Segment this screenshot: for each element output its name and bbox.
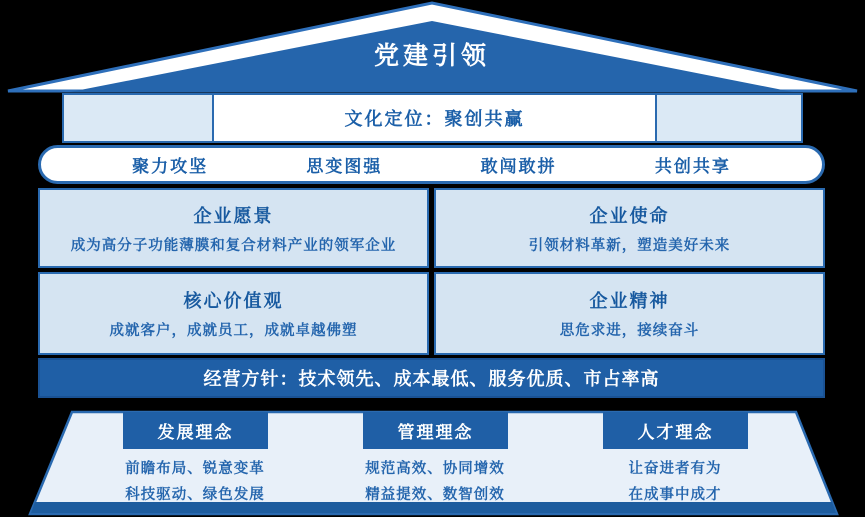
slogan-item: 聚力攻坚 bbox=[132, 157, 209, 177]
wall-left-block bbox=[62, 93, 214, 143]
concept-line: 在成事中成才 bbox=[628, 487, 722, 503]
cell-title: 企业精神 bbox=[589, 291, 670, 312]
concept-body-management bbox=[310, 456, 560, 508]
concept-line: 让奋进者有为 bbox=[628, 461, 722, 477]
concept-line: 精益提效、数智创效 bbox=[365, 487, 505, 503]
culture-positioning-banner bbox=[212, 93, 657, 143]
policy-bar: 经营方针：技术领先、成本最低、服务优质、市占率高 bbox=[38, 358, 825, 398]
concept-line: 科技驱动、绿色发展 bbox=[125, 487, 265, 503]
concept-body-development bbox=[70, 456, 320, 508]
slogan-item: 共创共享 bbox=[654, 157, 731, 177]
cell-mission bbox=[434, 188, 825, 268]
concept-line: 规范高效、协同增效 bbox=[365, 461, 505, 477]
cell-title: 核心价值观 bbox=[183, 291, 284, 312]
slogan-item: 敢闯敢拼 bbox=[480, 157, 557, 177]
roof-title: 党建引领 bbox=[373, 41, 490, 70]
cell-desc: 思危求进，接续奋斗 bbox=[559, 323, 700, 339]
cell-desc: 成就客户，成就员工，成就卓越佛塑 bbox=[109, 323, 358, 339]
concept-header-development: 发展理念 bbox=[123, 412, 268, 449]
concept-header-management: 管理理念 bbox=[363, 412, 508, 449]
cell-desc: 引领材料革新，塑造美好未来 bbox=[528, 237, 731, 254]
cell-spirit bbox=[434, 272, 825, 355]
cell-vision bbox=[38, 188, 429, 268]
cell-core-values bbox=[38, 272, 429, 355]
slogan-pill bbox=[38, 145, 825, 184]
concept-line: 前瞻布局、锐意变革 bbox=[125, 461, 265, 477]
slogan-item: 思变图强 bbox=[306, 157, 383, 177]
concept-body-talent bbox=[550, 456, 800, 508]
cell-title: 企业使命 bbox=[589, 205, 670, 227]
wall-right-block bbox=[655, 93, 803, 143]
cell-desc: 成为高分子功能薄膜和复合材料产业的领军企业 bbox=[70, 237, 397, 254]
culture-positioning-label: 文化定位：聚创共赢 bbox=[344, 109, 525, 130]
concept-header-talent: 人才理念 bbox=[603, 412, 748, 449]
value-grid bbox=[38, 188, 825, 355]
cell-title: 企业愿景 bbox=[193, 205, 274, 227]
